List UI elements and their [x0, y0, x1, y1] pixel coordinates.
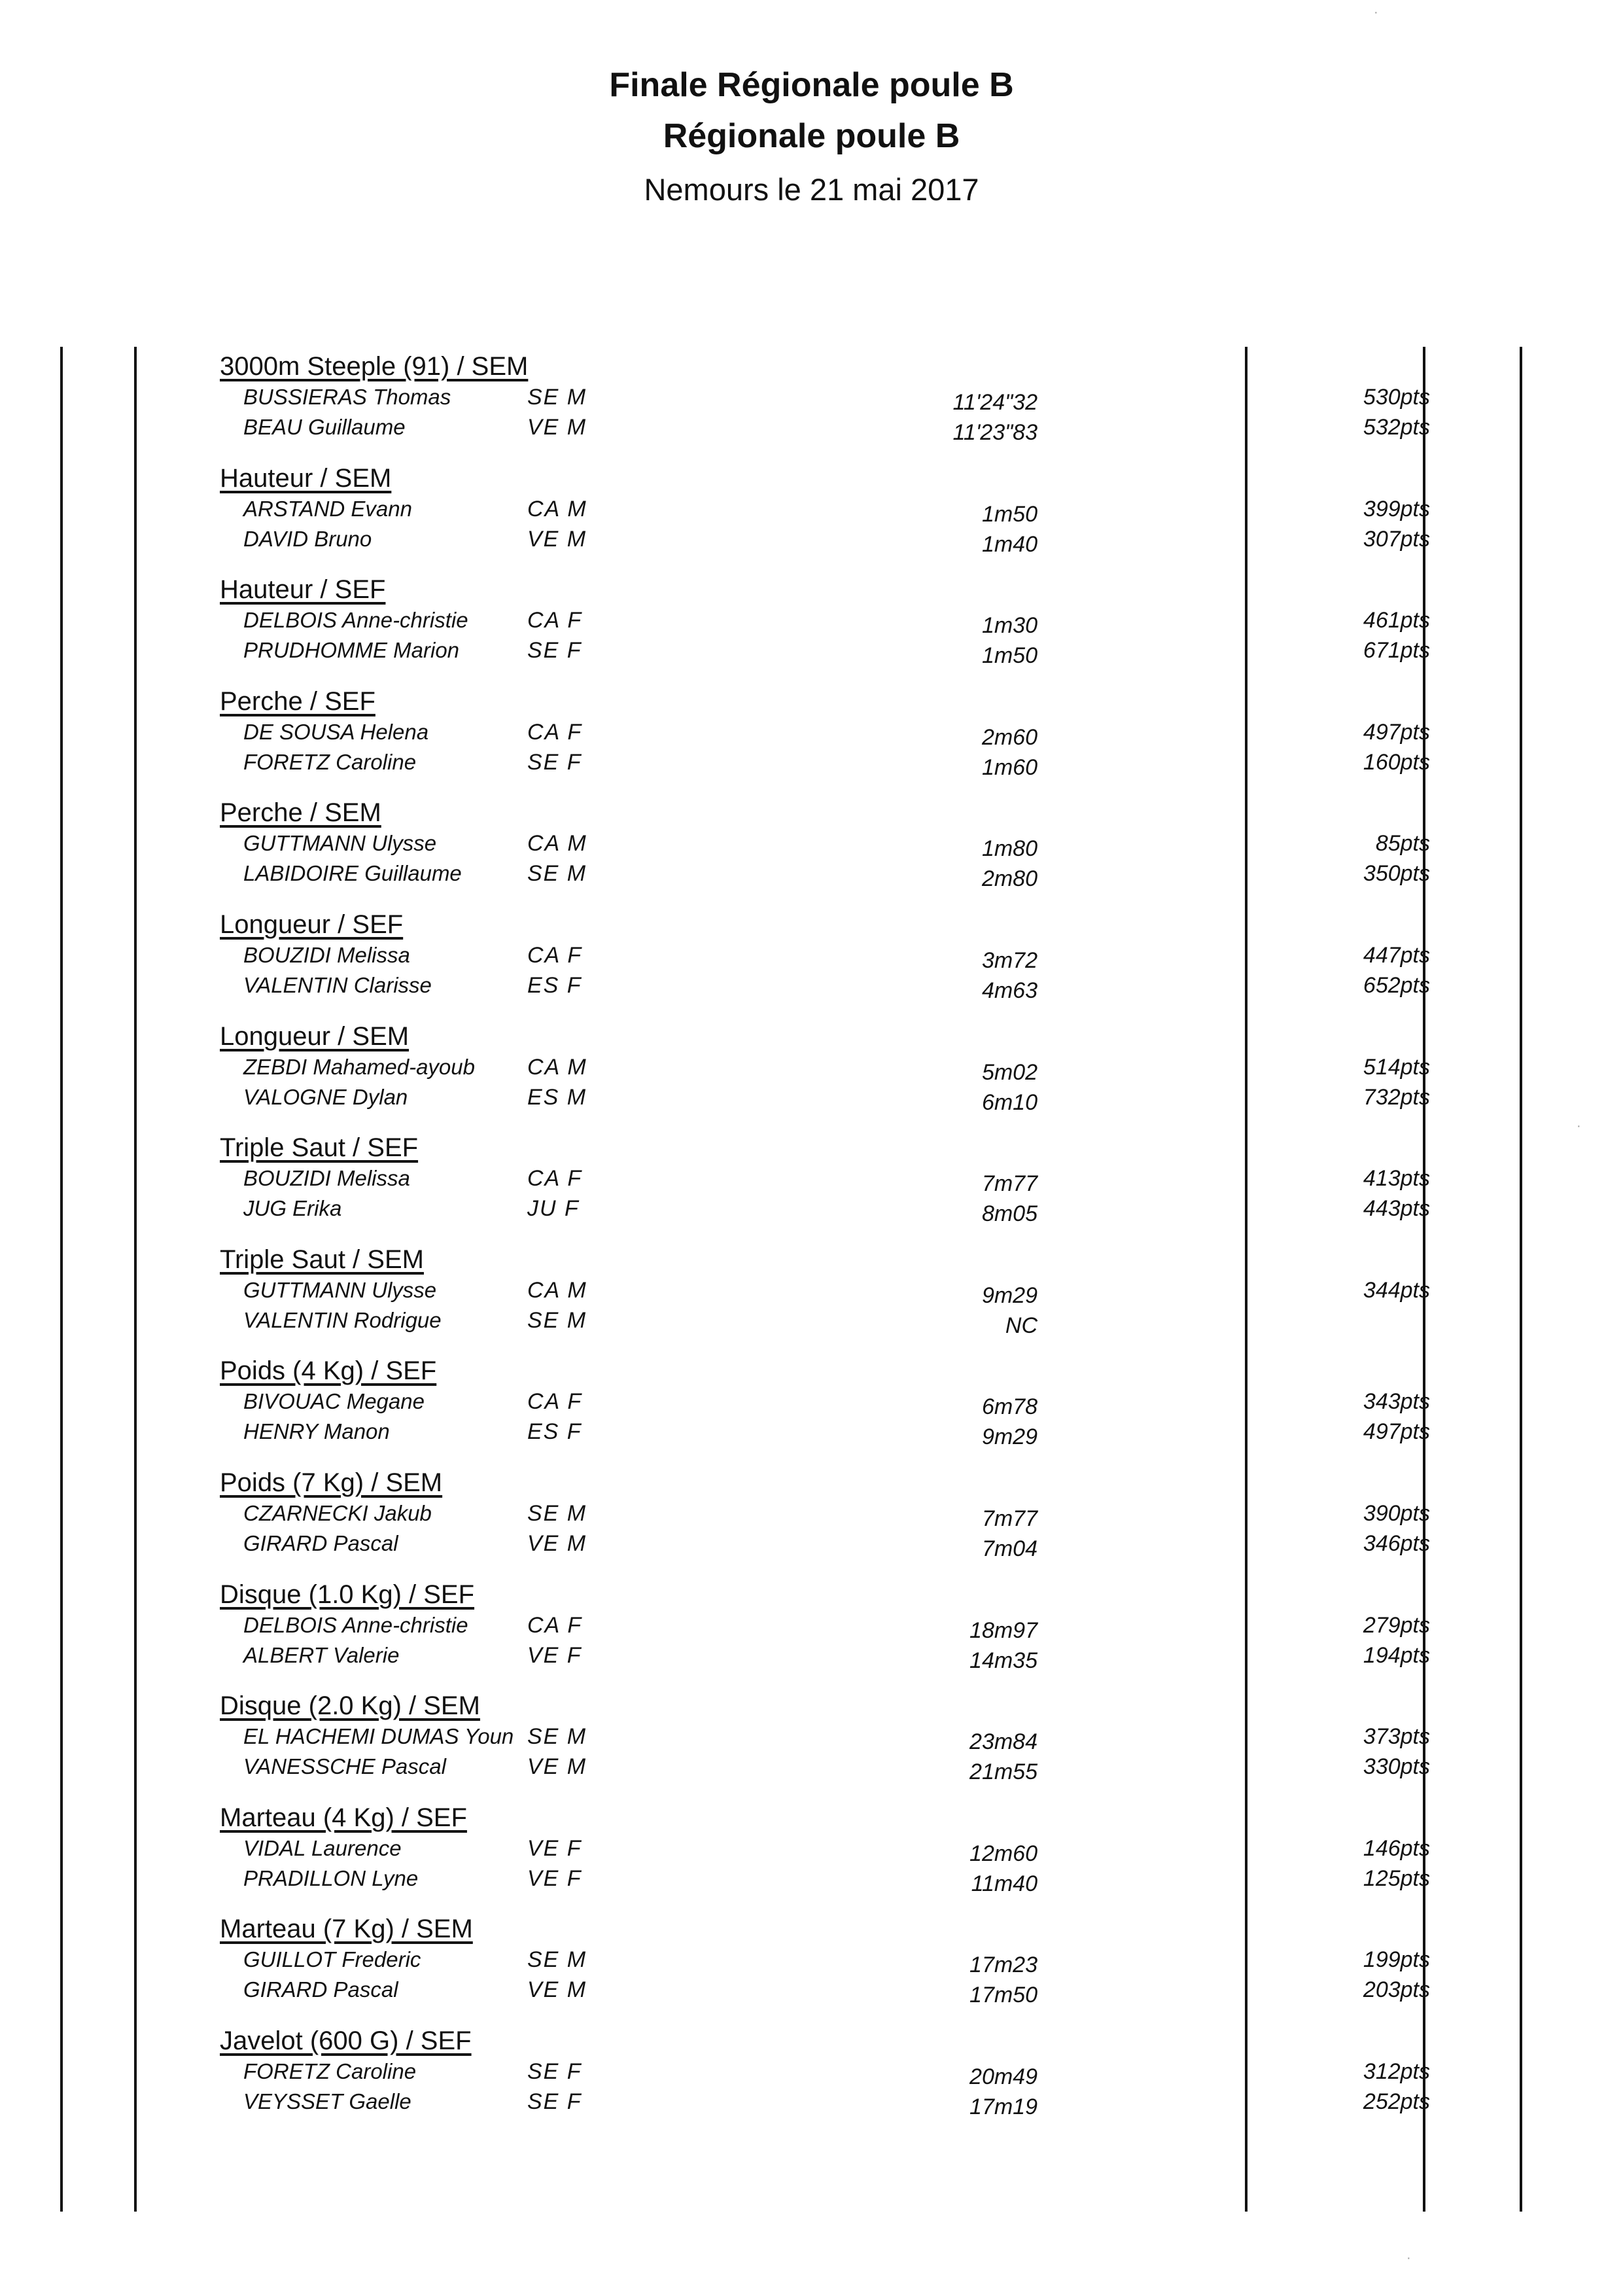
performance-value: 9m29 [981, 1424, 1038, 1449]
result-row [220, 973, 1528, 1003]
points-value: 344pts [1363, 1278, 1430, 1303]
event-title: Marteau (7 Kg) / SEM [220, 1915, 473, 1943]
points-value: 732pts [1363, 1085, 1430, 1110]
athlete-name: DELBOIS Anne-christie [243, 1613, 468, 1637]
result-row [220, 1278, 1528, 1308]
athlete-name: BUSSIERAS Thomas [243, 385, 451, 409]
points-value: 671pts [1363, 638, 1430, 663]
athlete-name: VALENTIN Rodrigue [243, 1308, 442, 1332]
athlete-name: EL HACHEMI DUMAS Youn [243, 1724, 514, 1748]
performance-value: 7m77 [981, 1171, 1038, 1196]
result-row [220, 1613, 1528, 1643]
athlete-category: ES F [527, 1419, 582, 1444]
event-block [220, 2026, 1528, 2138]
athlete-name: VALOGNE Dylan [243, 1085, 408, 1109]
result-row [220, 943, 1528, 973]
performance-value: 9m29 [981, 1283, 1038, 1308]
athlete-name: BOUZIDI Melissa [243, 943, 410, 967]
athlete-name: VANESSCHE Pascal [243, 1754, 446, 1778]
points-value: 203pts [1363, 1977, 1430, 2002]
points-value: 125pts [1363, 1866, 1430, 1891]
points-value: 312pts [1363, 2059, 1430, 2084]
place-date: Nemours le 21 mai 2017 [644, 172, 979, 207]
points-value: 373pts [1363, 1724, 1430, 1749]
athlete-name: DE SOUSA Helena [243, 720, 429, 744]
athlete-name: PRADILLON Lyne [243, 1866, 419, 1890]
event-block [220, 1915, 1528, 2026]
performance-value: 23m84 [969, 1729, 1038, 1754]
page-title: Finale Régionale poule B [609, 66, 1014, 104]
athlete-category: CA F [527, 943, 583, 968]
performance-value: 2m60 [981, 725, 1038, 750]
points-value: 346pts [1363, 1531, 1430, 1556]
performance-value: 1m80 [981, 836, 1038, 861]
event-block [220, 910, 1528, 1021]
points-value: 330pts [1363, 1754, 1430, 1779]
result-row [220, 2059, 1528, 2089]
result-row [220, 1866, 1528, 1896]
athlete-category: ES M [527, 1085, 587, 1110]
performance-value: NC [1005, 1313, 1038, 1338]
points-value: 497pts [1363, 1419, 1430, 1444]
result-row [220, 1501, 1528, 1531]
athlete-category: CA F [527, 720, 583, 745]
points-value: 532pts [1363, 415, 1430, 440]
event-title: Perche / SEF [220, 687, 375, 716]
result-row [220, 608, 1528, 638]
athlete-category: CA F [527, 1389, 583, 1414]
result-row [220, 2089, 1528, 2119]
points-value: 307pts [1363, 527, 1430, 552]
performance-value: 17m19 [969, 2094, 1038, 2119]
event-title: Javelot (600 G) / SEF [220, 2026, 472, 2055]
athlete-category: SE F [527, 638, 582, 663]
performance-value: 17m50 [969, 1983, 1038, 2007]
event-title: Poids (4 Kg) / SEF [220, 1356, 437, 1385]
result-row [220, 720, 1528, 750]
points-value: 160pts [1363, 750, 1430, 775]
athlete-name: ALBERT Valerie [243, 1643, 400, 1667]
performance-value: 3m72 [981, 948, 1038, 973]
athlete-name: FORETZ Caroline [243, 750, 417, 774]
athlete-category: CA M [527, 1055, 587, 1080]
athlete-category: VE M [527, 1531, 587, 1556]
event-block [220, 352, 1528, 463]
athlete-category: SE F [527, 750, 582, 775]
athlete-name: FORETZ Caroline [243, 2059, 417, 2083]
scan-speck: · [1406, 2251, 1411, 2265]
result-row [220, 1836, 1528, 1866]
result-row [220, 1166, 1528, 1196]
event-block [220, 687, 1528, 798]
points-value: 447pts [1363, 943, 1430, 968]
points-value: 279pts [1363, 1613, 1430, 1638]
result-row [220, 415, 1528, 445]
athlete-name: LABIDOIRE Guillaume [243, 861, 462, 885]
points-value: 413pts [1363, 1166, 1430, 1191]
event-title: Poids (7 Kg) / SEM [220, 1468, 443, 1497]
performance-value: 6m78 [981, 1394, 1038, 1419]
page-subtitle: Régionale poule B [663, 117, 960, 155]
event-block [220, 1356, 1528, 1468]
event-title: Marteau (4 Kg) / SEF [220, 1803, 467, 1832]
performance-value: 1m40 [981, 532, 1038, 557]
athlete-name: GUTTMANN Ulysse [243, 1278, 437, 1302]
athlete-category: VE M [527, 1754, 587, 1779]
result-row [220, 385, 1528, 415]
athlete-category: SE M [527, 861, 587, 886]
points-value: 652pts [1363, 973, 1430, 998]
result-row [220, 1977, 1528, 2007]
athlete-name: GIRARD Pascal [243, 1977, 398, 2002]
athlete-name: HENRY Manon [243, 1419, 390, 1443]
points-value: 461pts [1363, 608, 1430, 633]
event-title: Triple Saut / SEM [220, 1245, 424, 1274]
athlete-name: VIDAL Laurence [243, 1836, 402, 1860]
event-title: Longueur / SEM [220, 1022, 410, 1051]
athlete-name: VEYSSET Gaelle [243, 2089, 411, 2113]
performance-value: 1m60 [981, 755, 1038, 780]
result-row [220, 1947, 1528, 1977]
points-value: 390pts [1363, 1501, 1430, 1526]
event-block [220, 1022, 1528, 1133]
athlete-category: SE M [527, 1947, 587, 1972]
athlete-category: CA M [527, 1278, 587, 1303]
event-title: 3000m Steeple (91) / SEM [220, 352, 529, 381]
performance-value: 11'24"32 [952, 390, 1038, 415]
result-row [220, 1196, 1528, 1226]
athlete-category: SE M [527, 1501, 587, 1526]
event-title: Hauteur / SEF [220, 575, 386, 604]
performance-value: 8m05 [981, 1201, 1038, 1226]
athlete-category: CA F [527, 1166, 583, 1191]
athlete-category: SE M [527, 385, 587, 410]
event-block [220, 1133, 1528, 1245]
performance-value: 4m63 [981, 978, 1038, 1003]
athlete-category: CA M [527, 497, 587, 521]
athlete-category: CA M [527, 831, 587, 856]
athlete-category: VE F [527, 1836, 582, 1861]
performance-value: 14m35 [969, 1648, 1038, 1673]
athlete-name: GUTTMANN Ulysse [243, 831, 437, 855]
performance-value: 11'23"83 [952, 420, 1038, 445]
performance-value: 5m02 [981, 1060, 1038, 1085]
athlete-category: VE F [527, 1866, 582, 1891]
event-block [220, 1691, 1528, 1803]
performance-value: 1m30 [981, 613, 1038, 638]
performance-value: 18m97 [969, 1618, 1038, 1643]
scan-speck: · [1374, 5, 1378, 20]
result-row [220, 1643, 1528, 1673]
performance-value: 7m04 [981, 1536, 1038, 1561]
result-row [220, 638, 1528, 668]
athlete-category: VE M [527, 415, 587, 440]
points-value: 252pts [1363, 2089, 1430, 2114]
points-value: 497pts [1363, 720, 1430, 745]
athlete-name: DELBOIS Anne-christie [243, 608, 468, 632]
result-row [220, 1389, 1528, 1419]
performance-value: 17m23 [969, 1952, 1038, 1977]
athlete-name: ZEBDI Mahamed-ayoub [243, 1055, 475, 1079]
points-value: 343pts [1363, 1389, 1430, 1414]
athlete-category: SE M [527, 1724, 587, 1749]
result-row [220, 1419, 1528, 1449]
result-row [220, 1531, 1528, 1561]
athlete-category: SE F [527, 2089, 582, 2114]
athlete-name: GUILLOT Frederic [243, 1947, 421, 1971]
event-block [220, 575, 1528, 686]
athlete-name: BEAU Guillaume [243, 415, 406, 439]
athlete-category: CA F [527, 608, 583, 633]
event-title: Longueur / SEF [220, 910, 404, 939]
event-block [220, 1468, 1528, 1580]
scan-speck: · [1577, 1119, 1581, 1133]
event-title: Disque (2.0 Kg) / SEM [220, 1691, 480, 1720]
athlete-category: JU F [527, 1196, 580, 1221]
performance-value: 21m55 [969, 1759, 1038, 1784]
event-title: Perche / SEM [220, 798, 381, 827]
points-value: 350pts [1363, 861, 1430, 886]
athlete-name: BOUZIDI Melissa [243, 1166, 410, 1190]
result-row [220, 497, 1528, 527]
event-block [220, 1803, 1528, 1915]
athlete-category: VE F [527, 1643, 582, 1668]
result-row [220, 1055, 1528, 1085]
event-title: Disque (1.0 Kg) / SEF [220, 1580, 475, 1609]
points-value: 443pts [1363, 1196, 1430, 1221]
athlete-name: BIVOUAC Megane [243, 1389, 425, 1413]
athlete-name: DAVID Bruno [243, 527, 372, 551]
athlete-name: GIRARD Pascal [243, 1531, 398, 1555]
result-row [220, 861, 1528, 891]
points-value: 146pts [1363, 1836, 1430, 1861]
result-row [220, 527, 1528, 557]
athlete-name: PRUDHOMME Marion [243, 638, 460, 662]
event-block [220, 464, 1528, 575]
result-row [220, 750, 1528, 780]
event-title: Hauteur / SEM [220, 464, 392, 493]
athlete-name: JUG Erika [243, 1196, 342, 1220]
athlete-name: ARSTAND Evann [243, 497, 412, 521]
points-value: 514pts [1363, 1055, 1430, 1080]
points-value: 85pts [1375, 831, 1430, 856]
athlete-name: CZARNECKI Jakub [243, 1501, 432, 1525]
athlete-category: ES F [527, 973, 582, 998]
performance-value: 1m50 [981, 643, 1038, 668]
result-row [220, 1308, 1528, 1338]
performance-value: 20m49 [969, 2064, 1038, 2089]
athlete-category: VE M [527, 527, 587, 552]
event-block [220, 1580, 1528, 1691]
result-row [220, 831, 1528, 861]
performance-value: 6m10 [981, 1090, 1038, 1115]
performance-value: 12m60 [969, 1841, 1038, 1866]
event-block [220, 1245, 1528, 1356]
points-value: 199pts [1363, 1947, 1430, 1972]
performance-value: 2m80 [981, 866, 1038, 891]
athlete-category: SE F [527, 2059, 582, 2084]
athlete-name: VALENTIN Clarisse [243, 973, 432, 997]
result-row [220, 1754, 1528, 1784]
performance-value: 1m50 [981, 502, 1038, 527]
athlete-category: SE M [527, 1308, 587, 1333]
points-value: 399pts [1363, 497, 1430, 521]
event-block [220, 798, 1528, 910]
points-value: 530pts [1363, 385, 1430, 410]
performance-value: 11m40 [971, 1871, 1038, 1896]
event-title: Triple Saut / SEF [220, 1133, 419, 1162]
performance-value: 7m77 [981, 1506, 1038, 1531]
athlete-category: VE M [527, 1977, 587, 2002]
points-value: 194pts [1363, 1643, 1430, 1668]
result-row [220, 1724, 1528, 1754]
result-row [220, 1085, 1528, 1115]
athlete-category: CA F [527, 1613, 583, 1638]
